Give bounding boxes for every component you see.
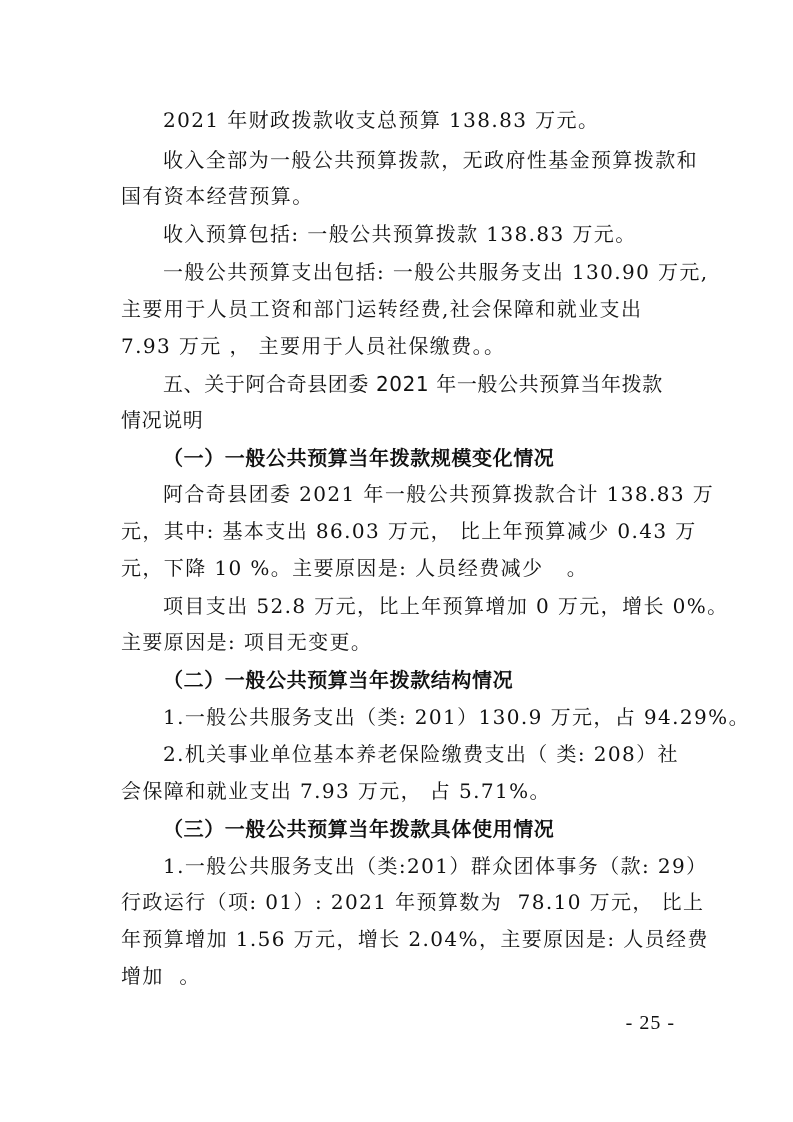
subsection-heading: （三）一般公共预算当年拨款具体使用情况: [163, 817, 555, 841]
text-line: 增加 。: [121, 964, 201, 988]
section-heading: 情况说明: [121, 408, 204, 432]
text-line: 主要原因是: 项目无变更。: [121, 630, 373, 654]
text-line: 元，下降 10 %。主要原因是: 人员经费减少 。: [121, 556, 589, 580]
text-line: 国有资本经营预算。: [121, 184, 314, 208]
page-number: - 25 -: [625, 1012, 675, 1034]
text-line: 7.93 万元 ， 主要用于人员社保缴费。。: [121, 334, 506, 358]
text-line: 元，其中: 基本支出 86.03 万元， 比上年预算减少 0.43 万: [121, 519, 697, 543]
text-line: 年预算增加 1.56 万元，增长 2.04%，主要原因是: 人员经费: [121, 927, 709, 951]
text-line: 2.机关事业单位基本养老保险缴费支出（ 类: 208）社: [163, 742, 679, 766]
text-line: 收入全部为一般公共预算拨款，无政府性基金预算拨款和: [163, 148, 698, 172]
text-line: 项目支出 52.8 万元，比上年预算增加 0 万元，增长 0%。: [163, 594, 729, 618]
text-line: 主要用于人员工资和部门运转经费,社会保障和就业支出: [121, 297, 643, 321]
text-line: 1.一般公共服务支出（类: 201）130.9 万元，占 94.29%。: [163, 705, 750, 729]
text-line: 会保障和就业支出 7.93 万元， 占 5.71%。: [121, 779, 551, 803]
subsection-heading: （一）一般公共预算当年拨款规模变化情况: [163, 446, 555, 470]
section-heading: 五、关于阿合奇县团委 2021 年一般公共预算当年拨款: [163, 372, 663, 396]
text-line: 一般公共预算支出包括: 一般公共服务支出 130.90 万元,: [163, 260, 709, 284]
subsection-heading: （二）一般公共预算当年拨款结构情况: [163, 668, 514, 692]
text-line: 行政运行（项: 01）: 2021 年预算数为 78.10 万元， 比上: [121, 890, 705, 914]
text-line: 1.一般公共服务支出（类:201）群众团体事务（款: 29）: [163, 854, 708, 878]
text-line: 收入预算包括: 一般公共预算拨款 138.83 万元。: [163, 222, 637, 246]
text-line: 阿合奇县团委 2021 年一般公共预算拨款合计 138.83 万: [163, 482, 715, 506]
text-line: 2021 年财政拨款收支总预算 138.83 万元。: [163, 108, 600, 132]
